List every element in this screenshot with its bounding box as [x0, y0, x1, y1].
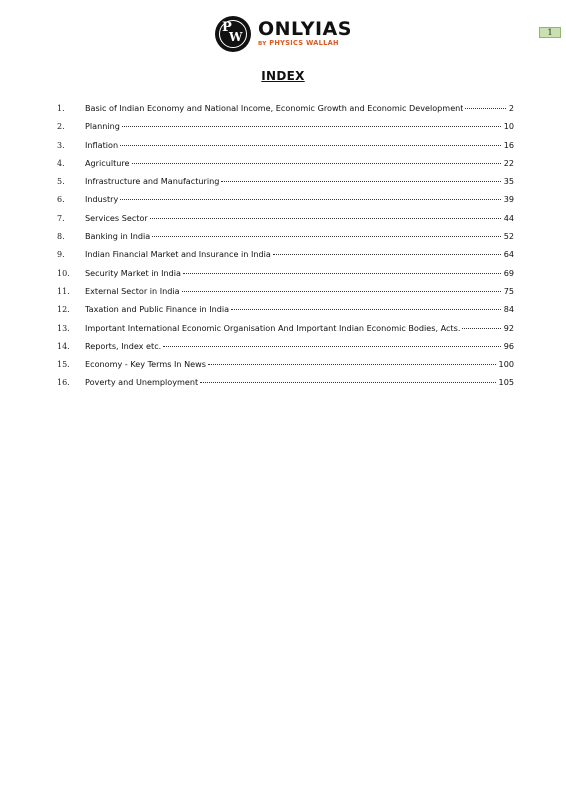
index-item[interactable] — [57, 117, 514, 135]
index-item[interactable] — [57, 172, 514, 190]
index-item-page: 52 — [503, 231, 514, 242]
index-item-number: 8. — [57, 232, 65, 242]
index-item-number: 14. — [57, 341, 70, 351]
index-item-page: 84 — [503, 304, 514, 315]
index-item-page: 35 — [503, 176, 514, 187]
index-item[interactable] — [57, 319, 514, 337]
dot-leader — [183, 272, 501, 274]
index-item-title: Economy - Key Terms In News — [85, 359, 206, 370]
index-item-title: Planning — [85, 121, 120, 132]
index-item-page: 39 — [503, 194, 514, 205]
pw-logo-icon: P W — [215, 16, 251, 52]
index-item-number: 10. — [57, 268, 70, 278]
pw-onlyias-logo — [215, 12, 352, 56]
index-item[interactable] — [57, 245, 514, 263]
dot-leader — [150, 217, 501, 219]
dot-leader — [465, 107, 505, 109]
index-item[interactable] — [57, 154, 514, 172]
index-item-number: 6. — [57, 195, 65, 205]
index-item[interactable] — [57, 355, 514, 373]
dot-leader — [462, 327, 500, 329]
index-item-title: Important International Economic Organisation And Important Indian Economic Bodies, Acts. — [85, 322, 461, 333]
index-item-title: Indian Financial Market and Insurance in India — [85, 249, 271, 260]
dot-leader — [182, 290, 501, 292]
index-item-page: 16 — [503, 139, 514, 150]
index-item-title: Basic of Indian Economy and National Income, Economic Growth and Economic Development — [85, 103, 464, 113]
index-list — [57, 99, 514, 392]
brand-wordmark — [258, 19, 352, 49]
dot-leader — [122, 125, 501, 127]
brand-tagline — [258, 39, 352, 49]
index-item[interactable] — [57, 209, 514, 227]
index-item-title: External Sector in India — [85, 285, 180, 296]
index-item[interactable] — [57, 337, 514, 355]
dot-leader — [221, 180, 500, 182]
index-item-number: 5. — [57, 177, 65, 187]
index-item-page: 96 — [503, 340, 514, 351]
index-item-number: 1. — [57, 104, 65, 113]
dot-leader — [163, 345, 500, 347]
index-item-number: 2. — [57, 122, 65, 132]
index-item[interactable] — [57, 373, 514, 391]
index-item-title: Taxation and Public Finance in India — [85, 304, 230, 315]
index-item[interactable] — [57, 227, 514, 245]
dot-leader — [132, 162, 501, 164]
index-item[interactable] — [57, 190, 514, 208]
index-item-title: Services Sector — [85, 212, 148, 223]
index-item[interactable] — [57, 282, 514, 300]
index-item[interactable] — [57, 264, 514, 282]
index-item-number: 7. — [57, 213, 65, 223]
index-item-number: 13. — [57, 323, 70, 333]
index-item-page: 2 — [508, 103, 514, 113]
index-item-number: 3. — [57, 140, 65, 150]
index-item-page: 100 — [498, 359, 514, 370]
index-item-page: 75 — [503, 285, 514, 296]
index-item-page: 22 — [503, 157, 514, 168]
brand-name: ONLYIAS — [258, 18, 352, 40]
dot-leader — [200, 381, 495, 383]
brand-tag-text: PHYSICS WALLAH — [269, 39, 339, 47]
dot-leader — [273, 253, 501, 255]
index-item[interactable] — [57, 136, 514, 154]
index-item-number: 4. — [57, 158, 65, 168]
index-item-title: Agriculture — [85, 157, 130, 168]
index-item-number: 15. — [57, 360, 70, 370]
index-item-title: Inflation — [85, 139, 119, 150]
index-item-page: 92 — [503, 322, 514, 333]
index-title: INDEX — [261, 69, 305, 83]
index-item-title: Security Market in India — [85, 267, 182, 278]
index-item-number: 12. — [57, 305, 70, 315]
dot-leader — [231, 308, 501, 310]
index-item-title: Poverty and Unemployment — [85, 377, 199, 388]
index-item-title: Infrastructure and Manufacturing — [85, 176, 220, 187]
index-item-page: 69 — [503, 267, 514, 278]
index-item-page: 44 — [503, 212, 514, 223]
index-item[interactable] — [57, 99, 514, 117]
index-item-page: 10 — [503, 121, 514, 132]
index-item-page: 105 — [498, 377, 514, 388]
index-item-number: 9. — [57, 250, 65, 260]
index-item-number: 16. — [57, 378, 70, 388]
dot-leader — [120, 198, 500, 200]
dot-leader — [152, 235, 500, 237]
index-item-title: Industry — [85, 194, 119, 205]
index-item-page: 64 — [503, 249, 514, 260]
dot-leader — [120, 144, 501, 146]
dot-leader — [208, 363, 496, 365]
page-number-badge: 1 — [539, 27, 561, 38]
index-item-title: Reports, Index etc. — [85, 340, 162, 351]
index-item-title: Banking in India — [85, 231, 151, 242]
index-item[interactable] — [57, 300, 514, 318]
brand-tag-prefix: BY — [258, 41, 267, 47]
index-item-number: 11. — [57, 286, 70, 296]
